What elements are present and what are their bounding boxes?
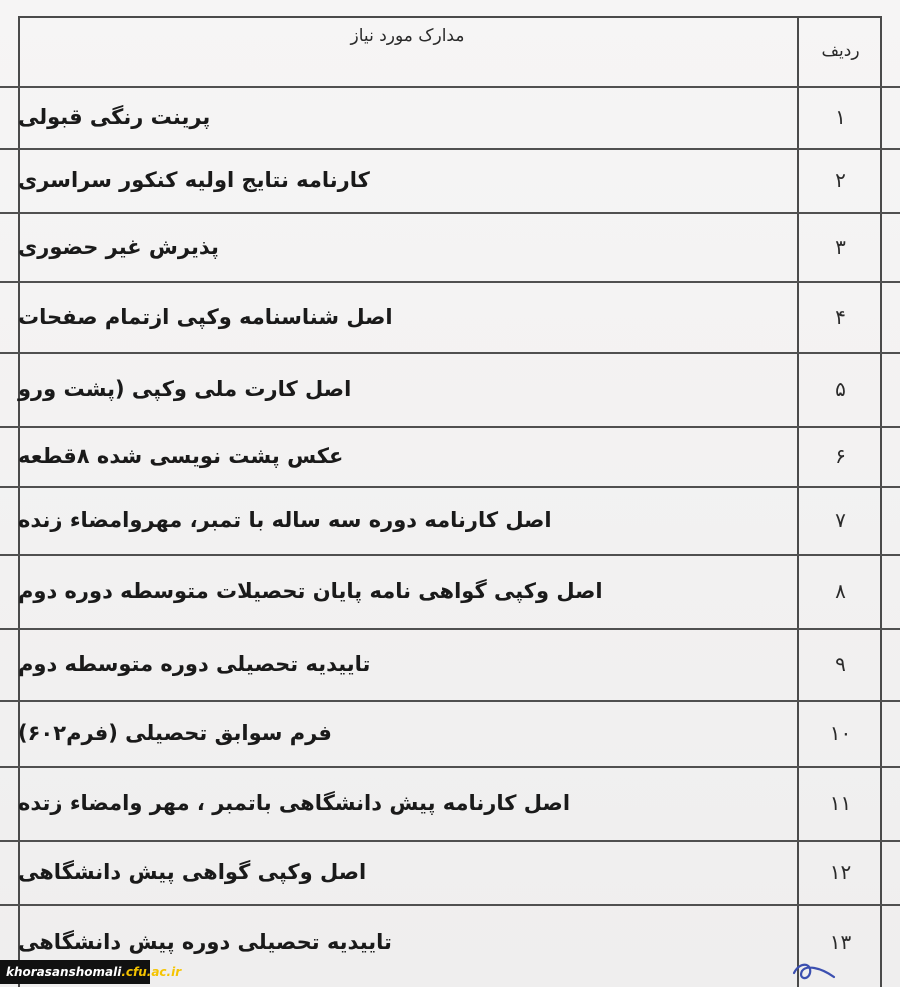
table-row [18, 281, 882, 352]
row-number: ۲ [835, 168, 846, 192]
watermark-domain: khorasanshomali [6, 965, 122, 979]
table-row [18, 486, 882, 554]
row-number: ۱۱ [829, 791, 852, 815]
watermark-suffix: .cfu.ac.ir [121, 965, 182, 979]
row-number: ۳ [835, 234, 846, 259]
document-text: کارنامه نتایج اولیه کنکور سراسری [18, 168, 370, 192]
row-number: ۹ [835, 652, 846, 676]
document-text: فرم سوابق تحصیلی (فرم۶۰۲) [18, 721, 332, 745]
table-row [18, 352, 882, 426]
row-number: ۶ [835, 444, 846, 468]
document-text: اصل وکپی گواهی پیش دانشگاهی [18, 860, 367, 884]
table-row [18, 426, 882, 486]
document-text: اصل کارنامه دوره سه ساله با تمبر، مهروامضاء زنده [18, 508, 552, 532]
row-number: ۱۰ [829, 721, 852, 745]
document-text: پرینت رنگی قبولی [18, 105, 211, 129]
document-text: پذیرش غیر حضوری [18, 234, 219, 259]
row-number: ۱۳ [829, 930, 852, 954]
table-row [18, 212, 882, 281]
document-text: اصل کارنامه پیش دانشگاهی باتمبر ، مهر وامضاء زتده [18, 791, 571, 815]
table-row [18, 554, 882, 628]
table-row [18, 148, 882, 212]
document-text: اصل شناسنامه وکپی ازتمام صفحات [18, 304, 393, 329]
row-number: ۱ [835, 105, 846, 129]
handwritten-mark-icon [790, 955, 840, 985]
row-number: ۷ [835, 508, 846, 532]
row-number: ۱۲ [829, 860, 852, 884]
row-number: ۵ [835, 377, 846, 401]
header-row-number: ردیف [821, 41, 860, 61]
document-text: تاییدیه تحصیلی دوره پیش دانشگاهی [18, 930, 392, 954]
table-header [18, 16, 882, 86]
row-number: ۴ [835, 304, 846, 329]
table-row [18, 840, 882, 904]
table-row [18, 86, 882, 148]
site-watermark [0, 960, 182, 984]
document-text: اصل کارت ملی وکپی (پشت ورو [18, 377, 352, 401]
table-row [18, 766, 882, 840]
table-row [18, 628, 882, 700]
table-row [18, 700, 882, 766]
header-required-documents: مدارک مورد نیاز [350, 26, 465, 46]
document-text: عکس پشت نویسی شده ۸قطعه [18, 444, 344, 468]
row-number: ۸ [835, 579, 846, 603]
document-text: تاییدیه تحصیلی دوره متوسطه دوم [18, 652, 371, 676]
document-text: اصل وکپی گواهی نامه پایان تحصیلات متوسطه دوره دوم [18, 579, 603, 603]
